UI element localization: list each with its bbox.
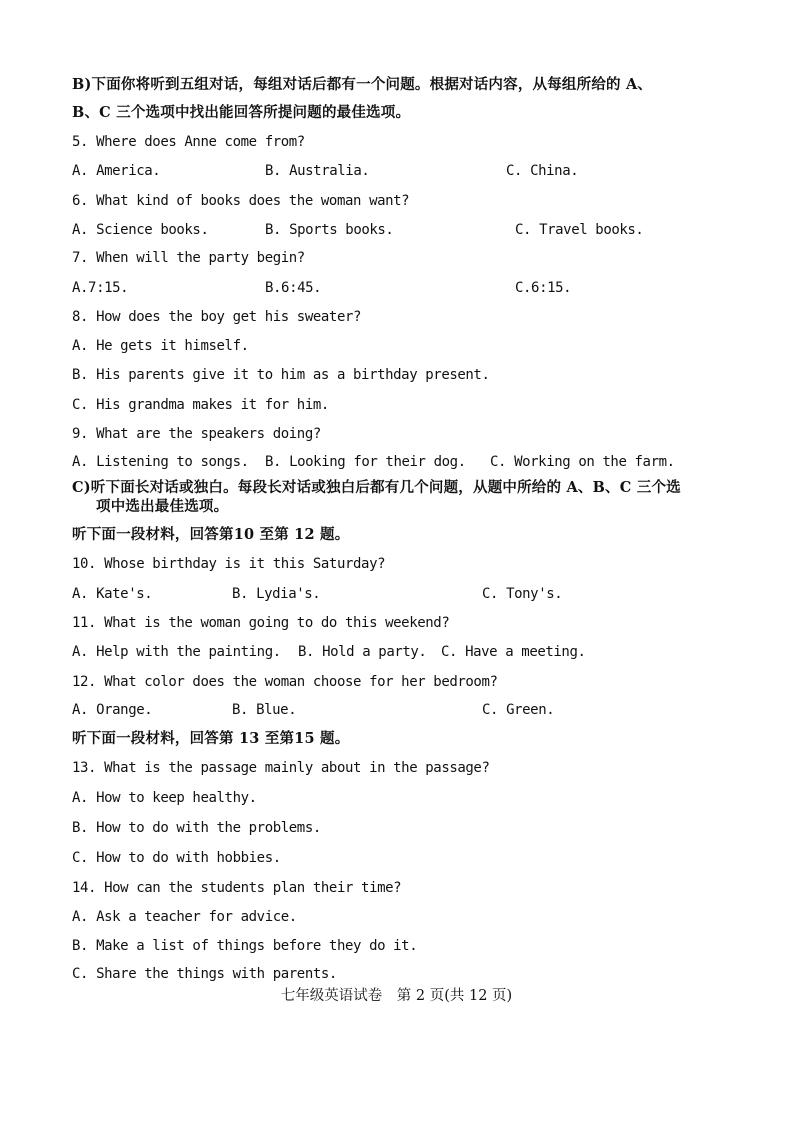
material-instruction-2: 听下面一段材料，回答第 13 至第15 题。 bbox=[72, 730, 350, 747]
q9-option-a[interactable]: A. Listening to songs. bbox=[72, 454, 249, 470]
question-13: 13. What is the passage mainly about in the passage? bbox=[72, 760, 490, 776]
question-10: 10. Whose birthday is it this Saturday? bbox=[72, 556, 386, 572]
q11-option-c[interactable]: C. Have a meeting. bbox=[441, 644, 586, 660]
question-7: 7. When will the party begin? bbox=[72, 250, 305, 266]
q6-option-c[interactable]: C. Travel books. bbox=[515, 222, 644, 238]
q7-option-a[interactable]: A.7:15. bbox=[72, 280, 129, 296]
q12-option-a[interactable]: A. Orange. bbox=[72, 702, 153, 718]
q6-option-a[interactable]: A. Science books. bbox=[72, 222, 209, 238]
question-8: 8. How does the boy get his sweater? bbox=[72, 309, 362, 325]
q13-option-a[interactable]: A. How to keep healthy. bbox=[72, 790, 257, 806]
question-11: 11. What is the woman going to do this weekend? bbox=[72, 615, 450, 631]
q5-option-b[interactable]: B. Australia. bbox=[265, 163, 370, 179]
q8-option-a[interactable]: A. He gets it himself. bbox=[72, 338, 249, 354]
q14-option-a[interactable]: A. Ask a teacher for advice. bbox=[72, 909, 297, 925]
question-14: 14. How can the students plan their time? bbox=[72, 880, 402, 896]
q11-option-b[interactable]: B. Hold a party. bbox=[298, 644, 427, 660]
q8-option-c[interactable]: C. His grandma makes it for him. bbox=[72, 397, 329, 413]
q8-option-b[interactable]: B. His parents give it to him as a birthday present. bbox=[72, 367, 490, 383]
section-c-intro-line1: C)听下面长对话或独白。每段长对话或独白后都有几个问题，从题中所给的 A、B、C 三个选 bbox=[72, 479, 681, 496]
q10-option-b[interactable]: B. Lydia's. bbox=[232, 586, 321, 602]
q7-option-c[interactable]: C.6:15. bbox=[515, 280, 572, 296]
q6-option-b[interactable]: B. Sports books. bbox=[265, 222, 394, 238]
q13-option-b[interactable]: B. How to do with the problems. bbox=[72, 820, 321, 836]
q14-option-b[interactable]: B. Make a list of things before they do it. bbox=[72, 938, 418, 954]
section-b-intro-line1: B)下面你将听到五组对话，每组对话后都有一个问题。根据对话内容，从每组所给的 A、 bbox=[72, 76, 653, 93]
question-9: 9. What are the speakers doing? bbox=[72, 426, 321, 442]
page-footer: 七年级英语试卷 第 2 页(共 12 页) bbox=[280, 988, 513, 1004]
q10-option-a[interactable]: A. Kate's. bbox=[72, 586, 153, 602]
material-instruction-1: 听下面一段材料，回答第10 至第 12 题。 bbox=[72, 526, 350, 543]
q12-option-c[interactable]: C. Green. bbox=[482, 702, 555, 718]
q14-option-c[interactable]: C. Share the things with parents. bbox=[72, 966, 337, 982]
q10-option-c[interactable]: C. Tony's. bbox=[482, 586, 563, 602]
question-5: 5. Where does Anne come from? bbox=[72, 134, 305, 150]
q11-option-a[interactable]: A. Help with the painting. bbox=[72, 644, 281, 660]
q5-option-c[interactable]: C. China. bbox=[506, 163, 579, 179]
question-12: 12. What color does the woman choose for her bedroom? bbox=[72, 674, 498, 690]
q12-option-b[interactable]: B. Blue. bbox=[232, 702, 297, 718]
question-6: 6. What kind of books does the woman want? bbox=[72, 193, 410, 209]
q5-option-a[interactable]: A. America. bbox=[72, 163, 161, 179]
q13-option-c[interactable]: C. How to do with hobbies. bbox=[72, 850, 281, 866]
q9-option-b[interactable]: B. Looking for their dog. bbox=[265, 454, 466, 470]
q7-option-b[interactable]: B.6:45. bbox=[265, 280, 322, 296]
section-c-intro-line2: 项中选出最佳选项。 bbox=[96, 498, 229, 515]
q9-option-c[interactable]: C. Working on the farm. bbox=[490, 454, 675, 470]
section-b-intro-line2: B、C 三个选项中找出能回答所提问题的最佳选项。 bbox=[72, 104, 411, 121]
